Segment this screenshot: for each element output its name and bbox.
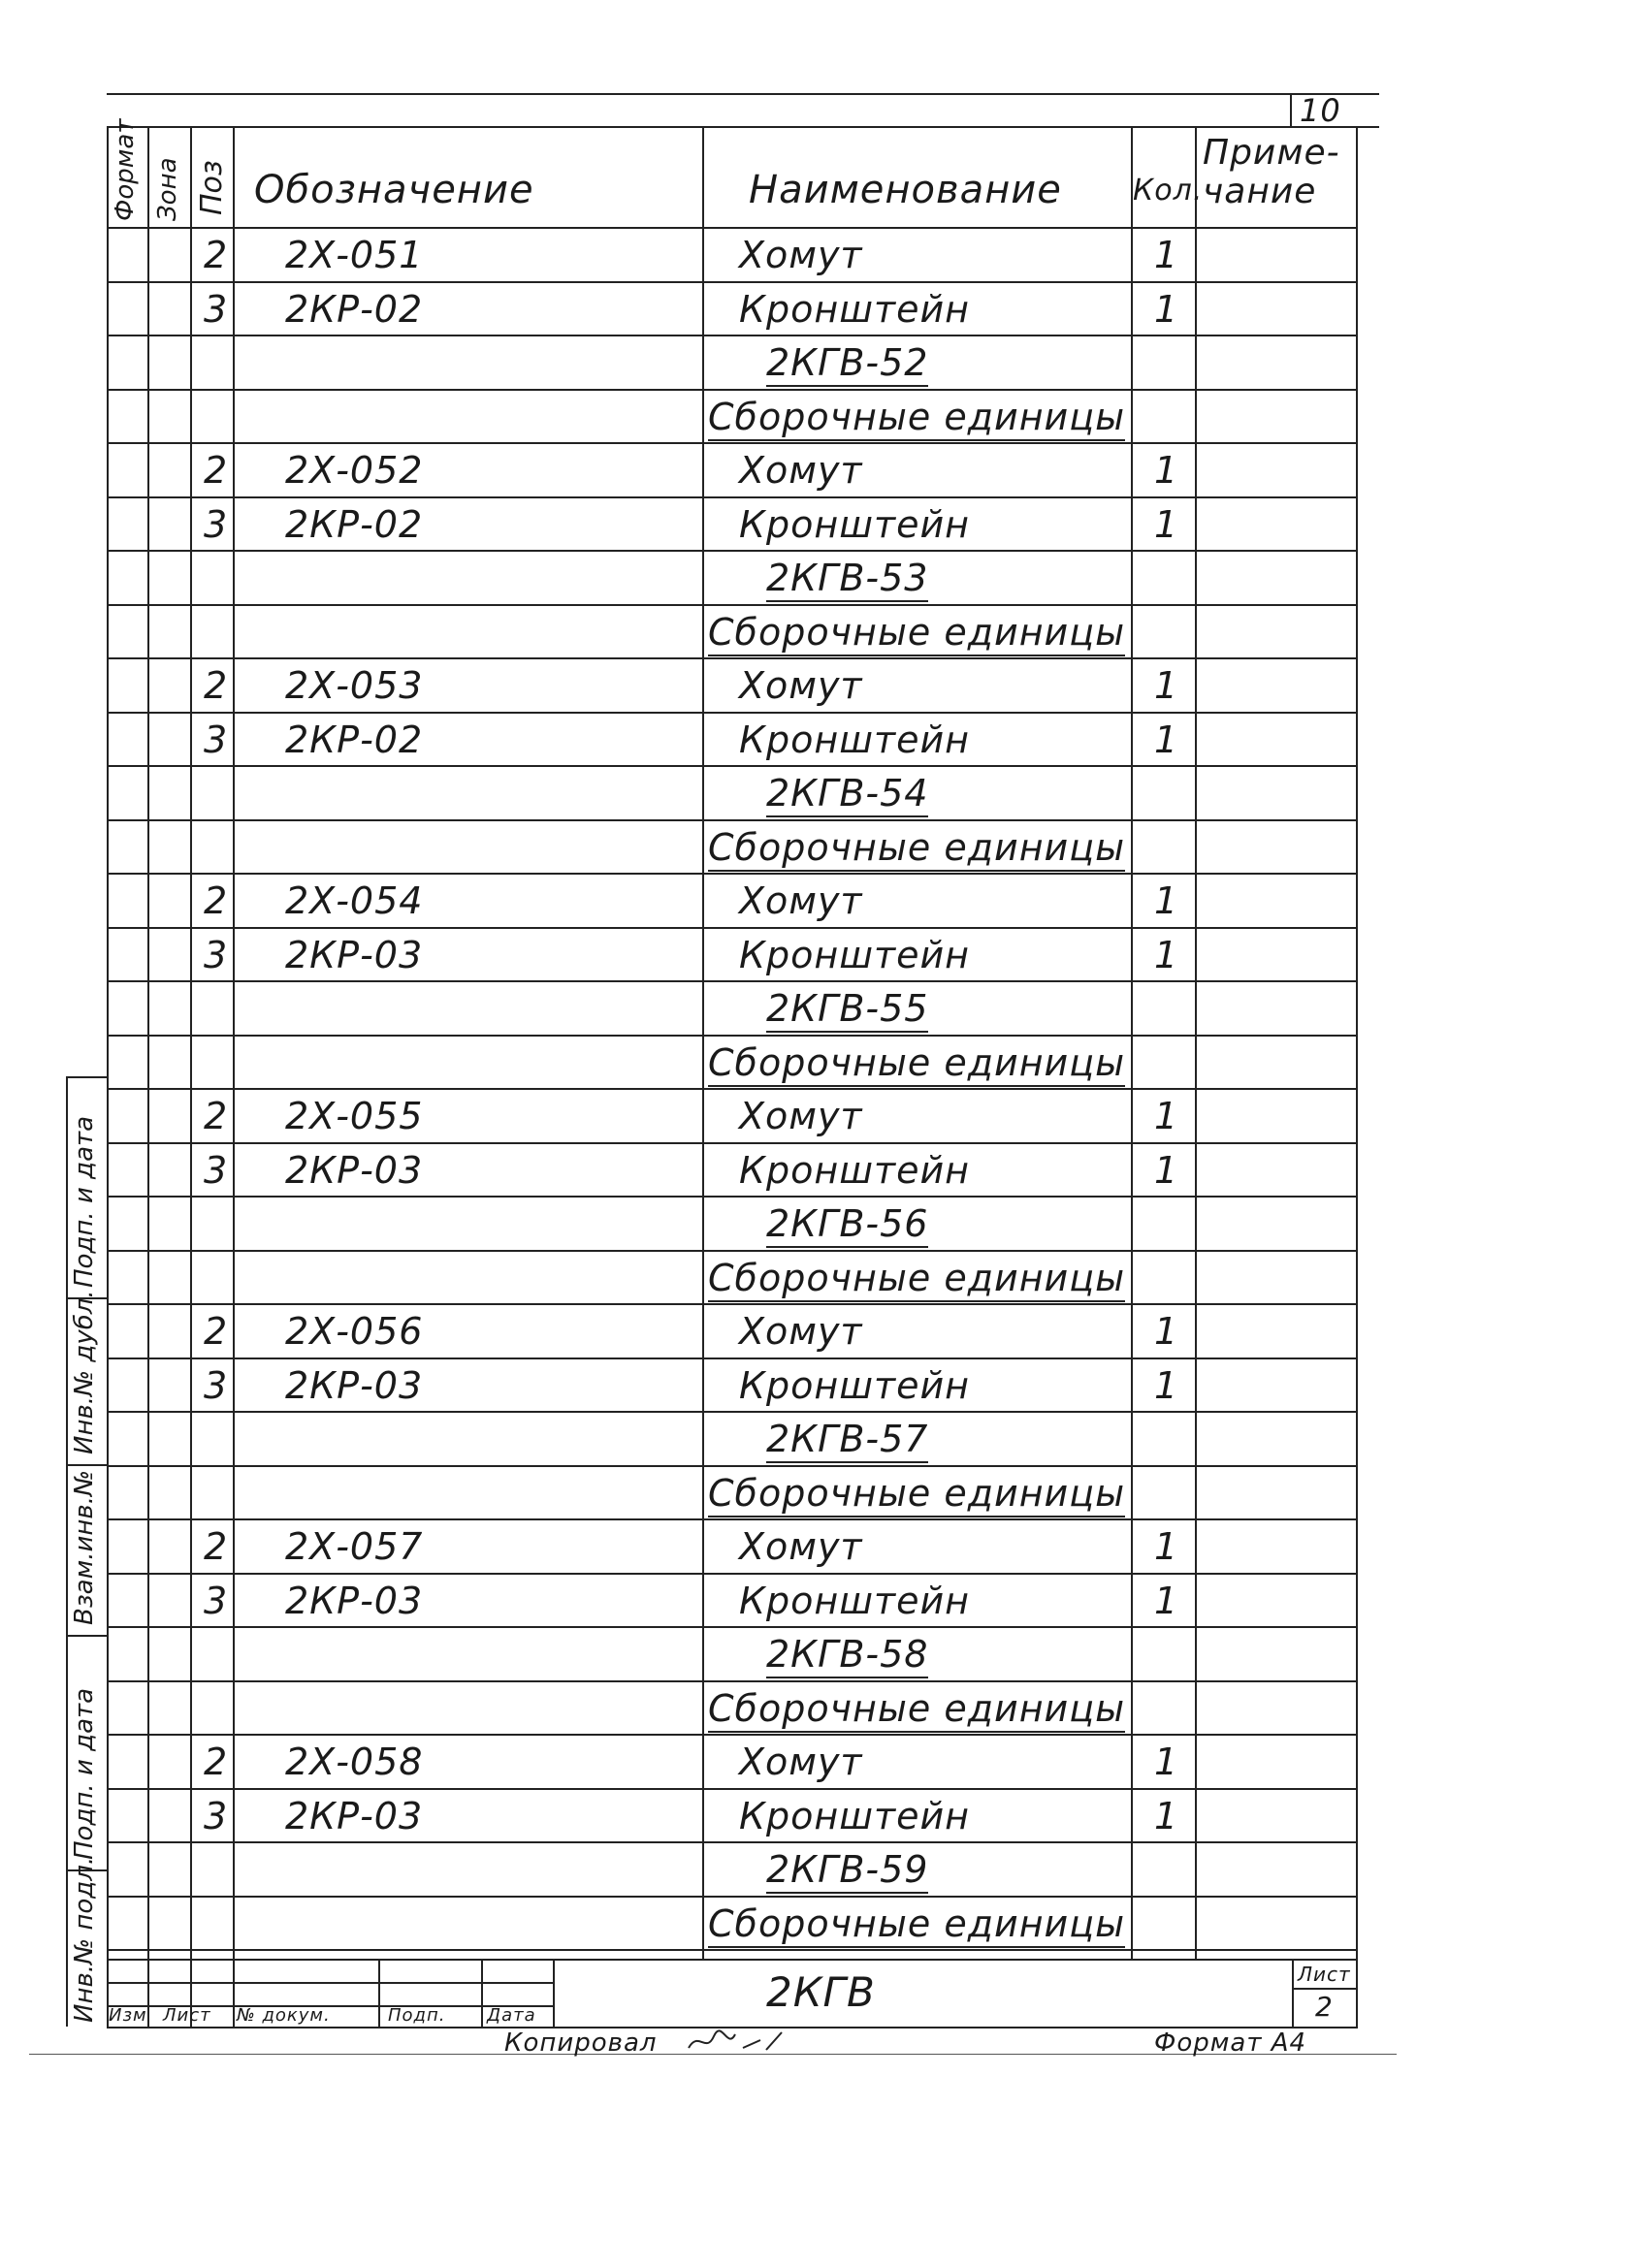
col-line-right [1356, 126, 1358, 2027]
row-assembly-title: 2КГВ-56 [766, 1205, 928, 1248]
header-note-1: Приме- [1203, 133, 1340, 173]
col-line-name-left [702, 126, 704, 1959]
col-line-pos-left [190, 126, 192, 2027]
stamp-col-sheet-label: Лист [163, 2005, 211, 2026]
row-name: Хомут [739, 234, 863, 276]
row-qty: 1 [1154, 664, 1179, 707]
row-line [107, 1518, 1356, 1520]
side-strip-left [66, 1076, 68, 2027]
row-section-heading: Сборочные единицы [708, 1044, 1125, 1087]
row-designation: 2Х-055 [285, 1095, 424, 1137]
col-line-designation-left [233, 126, 235, 1959]
row-designation: 2Х-051 [285, 234, 424, 276]
row-assembly-title: 2КГВ-58 [766, 1636, 928, 1678]
row-section-heading: Сборочные единицы [708, 1260, 1125, 1302]
row-line [107, 1196, 1356, 1198]
row-designation: 2Х-056 [285, 1310, 424, 1353]
row-name: Хомут [739, 879, 863, 922]
row-name: Кронштейн [739, 1579, 971, 1622]
row-line [107, 550, 1356, 552]
row-line [107, 1788, 1356, 1790]
stamp-top-line [107, 1959, 1358, 1961]
row-line [107, 1734, 1356, 1736]
row-line [107, 712, 1356, 714]
row-section-heading: Сборочные единицы [708, 829, 1125, 872]
row-qty: 1 [1154, 1741, 1179, 1783]
row-name: Хомут [739, 1310, 863, 1353]
col-line-format-left [107, 126, 109, 2027]
row-line [107, 765, 1356, 767]
stamp-sheet-label: Лист [1298, 1963, 1351, 1986]
row-qty: 1 [1154, 1095, 1179, 1137]
header-note-2: чание [1203, 172, 1317, 211]
row-line [107, 442, 1356, 444]
row-designation: 2КР-03 [285, 933, 424, 976]
row-assembly-title: 2КГВ-53 [766, 559, 928, 602]
row-pos: 2 [204, 1741, 229, 1783]
header-bottom-line [107, 227, 1358, 229]
row-assembly-title: 2КГВ-52 [766, 344, 928, 387]
stamp-row-1 [107, 1982, 553, 1984]
row-pos: 2 [204, 879, 229, 922]
footer-copied: Копировал [504, 2028, 658, 2058]
stamp-sheet-no: 2 [1315, 1991, 1334, 2023]
row-name: Хомут [739, 664, 863, 707]
stamp-col-date: Дата [487, 2005, 536, 2026]
row-line [107, 1680, 1356, 1682]
row-name: Хомут [739, 1525, 863, 1568]
stamp-col-sheet [1292, 1959, 1294, 2027]
row-pos: 3 [204, 1794, 229, 1837]
col-line-zone-left [147, 126, 149, 2027]
side-inv-dup: Инв.№ дубл. [70, 1290, 99, 1454]
row-pos: 2 [204, 1525, 229, 1568]
row-line [107, 1465, 1356, 1467]
row-line [107, 1250, 1356, 1252]
row-pos: 2 [204, 664, 229, 707]
row-pos: 2 [204, 234, 229, 276]
header-designation: Обозначение [254, 168, 534, 212]
row-assembly-title: 2КГВ-59 [766, 1851, 928, 1894]
row-pos: 3 [204, 1579, 229, 1622]
row-section-heading: Сборочные единицы [708, 614, 1125, 656]
row-line [107, 927, 1356, 929]
row-pos: 2 [204, 1095, 229, 1137]
side-sign-date-top: Подп. и дата [70, 1115, 99, 1288]
row-line [107, 1088, 1356, 1090]
stamp-col-2 [378, 1959, 380, 2027]
header-pos: Поз [195, 160, 229, 215]
footer-format: Формат А4 [1154, 2028, 1307, 2058]
row-pos: 3 [204, 502, 229, 546]
row-qty: 1 [1154, 287, 1179, 331]
row-qty: 1 [1154, 449, 1179, 492]
row-designation: 2Х-058 [285, 1741, 424, 1783]
side-div-3 [66, 1464, 107, 1466]
row-assembly-title: 2КГВ-54 [766, 775, 928, 817]
row-name: Кронштейн [739, 1148, 971, 1192]
col-line-note-left [1195, 126, 1197, 1959]
row-name: Кронштейн [739, 718, 971, 761]
row-name: Кронштейн [739, 933, 971, 976]
sheet-number-box-left [1290, 93, 1292, 126]
row-name: Хомут [739, 449, 863, 492]
row-name: Кронштейн [739, 1363, 971, 1407]
row-line [107, 335, 1356, 336]
row-line [107, 980, 1356, 982]
row-qty: 1 [1154, 879, 1179, 922]
row-qty: 1 [1154, 718, 1179, 761]
row-designation: 2КР-03 [285, 1794, 424, 1837]
row-section-heading: Сборочные единицы [708, 399, 1125, 441]
side-replace-inv: Взам.инв.№ [70, 1470, 99, 1625]
row-designation: 2КР-03 [285, 1148, 424, 1192]
row-line [107, 1841, 1356, 1843]
row-line [107, 1358, 1356, 1359]
row-pos: 3 [204, 1363, 229, 1407]
stamp-col-change: Изм [109, 2005, 147, 2026]
row-line [107, 389, 1356, 391]
stamp-col-4 [553, 1959, 555, 2027]
row-name: Кронштейн [739, 287, 971, 331]
row-name: Кронштейн [739, 1794, 971, 1837]
stamp-sheet-div [1292, 1988, 1356, 1990]
row-qty: 1 [1154, 933, 1179, 976]
row-line [107, 604, 1356, 606]
side-div-1 [66, 1076, 107, 1078]
top-border [107, 93, 1379, 95]
row-section-heading: Сборочные единицы [708, 1905, 1125, 1948]
row-line [107, 1303, 1356, 1305]
row-designation: 2КР-02 [285, 718, 424, 761]
row-line [107, 819, 1356, 821]
header-top-line [107, 126, 1379, 128]
header-zone: Зона [153, 157, 182, 221]
row-qty: 1 [1154, 234, 1179, 276]
copier-signature [685, 2027, 801, 2056]
col-line-qty-left [1131, 126, 1133, 1959]
header-format: Формат [111, 118, 140, 221]
row-pos: 3 [204, 933, 229, 976]
row-pos: 3 [204, 1148, 229, 1192]
row-line [107, 1411, 1356, 1413]
row-designation: 2Х-057 [285, 1525, 424, 1568]
row-section-heading: Сборочные единицы [708, 1475, 1125, 1517]
row-pos: 3 [204, 718, 229, 761]
sheet-number: 10 [1300, 92, 1341, 129]
row-designation: 2Х-053 [285, 664, 424, 707]
row-line [107, 657, 1356, 659]
stamp-doc-code: 2КГВ [766, 1968, 876, 2016]
header-qty: Кол. [1133, 174, 1204, 208]
row-name: Кронштейн [739, 502, 971, 546]
row-assembly-title: 2КГВ-57 [766, 1421, 928, 1463]
row-qty: 1 [1154, 1525, 1179, 1568]
side-inv-orig: Инв.№ подл. [70, 1856, 99, 2023]
row-qty: 1 [1154, 1363, 1179, 1407]
row-designation: 2КР-03 [285, 1363, 424, 1407]
row-designation: 2КР-02 [285, 287, 424, 331]
row-assembly-title: 2КГВ-55 [766, 990, 928, 1033]
row-designation: 2КР-02 [285, 502, 424, 546]
row-line [107, 1626, 1356, 1628]
row-line [107, 1896, 1356, 1898]
row-qty: 1 [1154, 1310, 1179, 1353]
row-line [107, 1142, 1356, 1144]
row-qty: 1 [1154, 502, 1179, 546]
row-pos: 2 [204, 449, 229, 492]
row-name: Хомут [739, 1095, 863, 1137]
row-designation: 2Х-054 [285, 879, 424, 922]
stamp-col-sign: Подп. [388, 2005, 446, 2026]
side-div-4 [66, 1635, 107, 1637]
row-section-heading: Сборочные единицы [708, 1690, 1125, 1733]
row-line [107, 1573, 1356, 1575]
row-designation: 2Х-052 [285, 449, 424, 492]
row-designation: 2КР-03 [285, 1579, 424, 1622]
header-name: Наименование [749, 168, 1062, 212]
row-line [107, 281, 1356, 283]
stamp-col-1 [233, 1959, 235, 2027]
stamp-col-doc: № докум. [237, 2005, 331, 2026]
row-name: Хомут [739, 1741, 863, 1783]
row-pos: 2 [204, 1310, 229, 1353]
side-sign-date-bottom: Подп. и дата [70, 1687, 99, 1860]
row-qty: 1 [1154, 1148, 1179, 1192]
row-line [107, 496, 1356, 498]
row-line [107, 873, 1356, 875]
stamp-col-3 [481, 1959, 483, 2027]
row-line [107, 1949, 1356, 1951]
row-qty: 1 [1154, 1794, 1179, 1837]
row-line [107, 1035, 1356, 1037]
row-qty: 1 [1154, 1579, 1179, 1622]
row-pos: 3 [204, 287, 229, 331]
